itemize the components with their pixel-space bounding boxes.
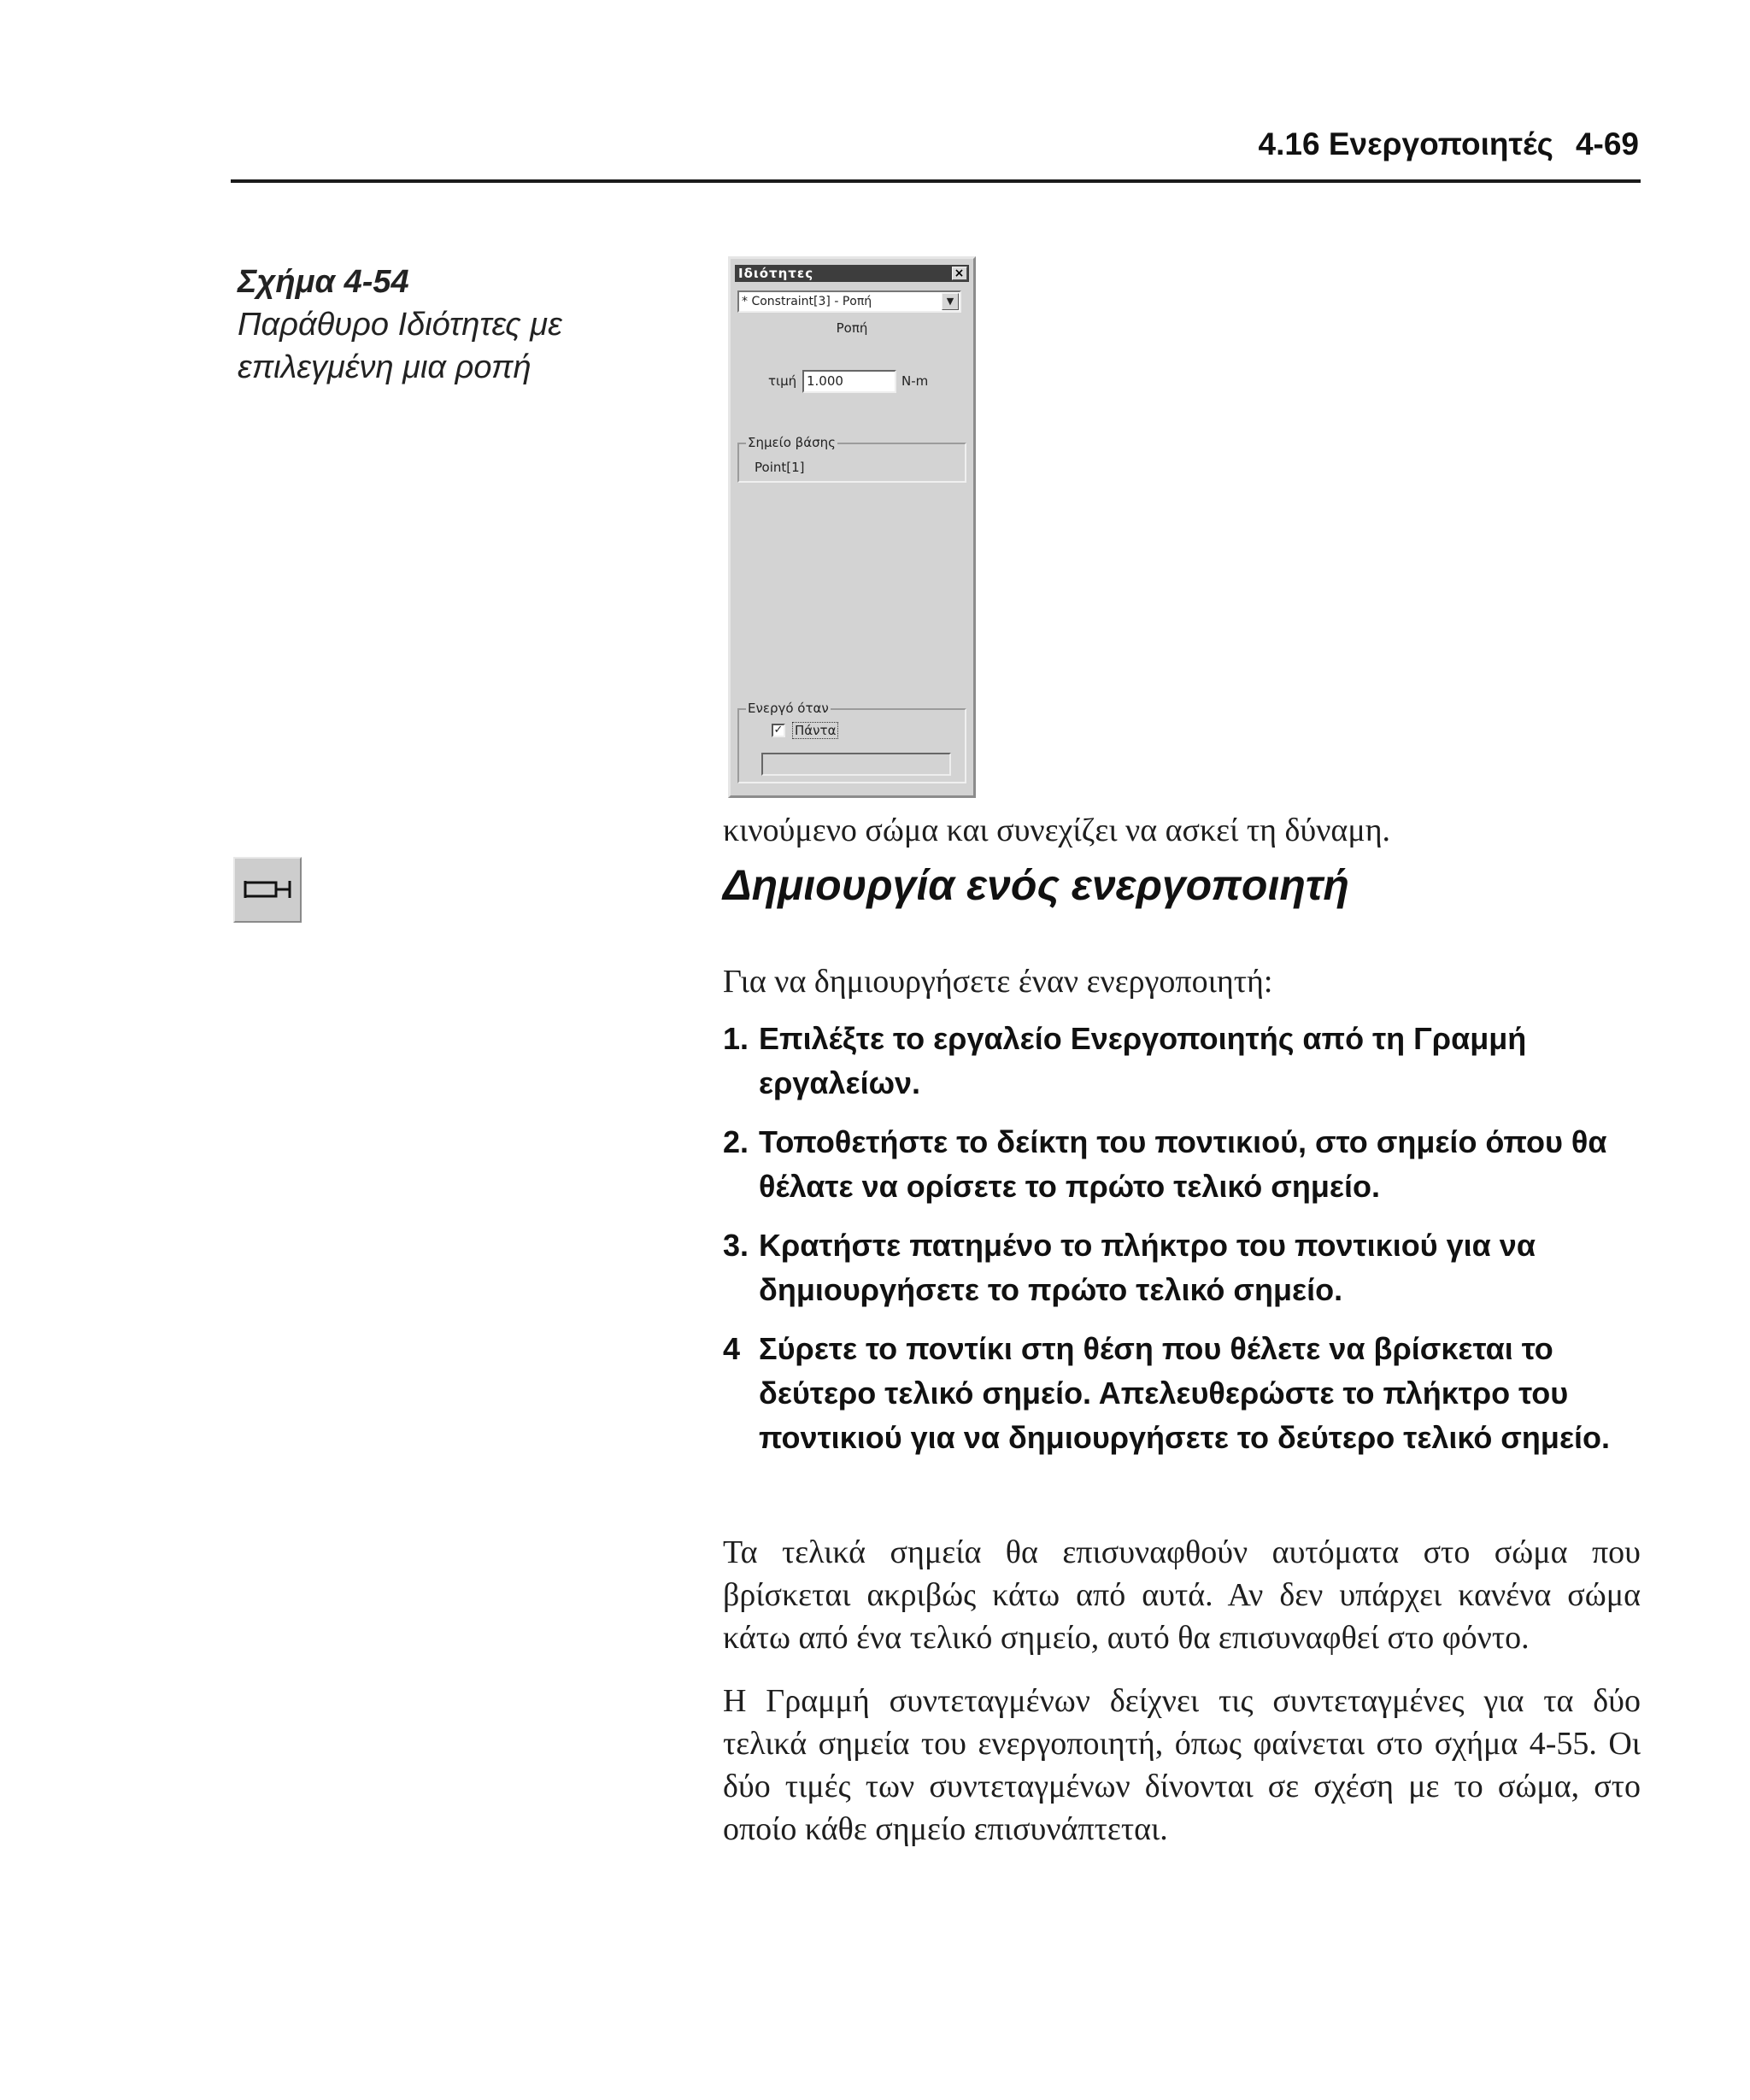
value-label: τιμή bbox=[768, 373, 797, 389]
always-checkbox[interactable] bbox=[772, 724, 785, 737]
step-number: 4 bbox=[723, 1331, 741, 1366]
base-point-legend: Σημείο βάσης bbox=[748, 435, 836, 450]
page-number: 4-69 bbox=[1575, 126, 1639, 161]
step-item bbox=[723, 1120, 1641, 1209]
base-point-value: Point[1] bbox=[755, 460, 805, 475]
checkmark-icon: ✓ bbox=[773, 724, 784, 736]
value-input[interactable]: 1.000 bbox=[802, 370, 896, 393]
step-item bbox=[723, 1017, 1641, 1106]
always-label[interactable]: Πάντα bbox=[792, 722, 838, 739]
step-text: Κρατήστε πατημένο το πλήκτρο του ποντικιού για να δημιουργήσετε το πρώτο τελικό σημείο. bbox=[759, 1228, 1536, 1307]
section-title: 4.16 Ενεργοποιητές bbox=[1258, 126, 1553, 161]
intro-text: Για να δημιουργήσετε έναν ενεργοποιητή: bbox=[723, 964, 1273, 1000]
step-number: 3. bbox=[723, 1228, 749, 1263]
object-select[interactable] bbox=[737, 290, 961, 313]
active-when-legend: Ενεργό όταν bbox=[748, 701, 829, 716]
unit-label: N-m bbox=[901, 373, 929, 389]
step-text: Επιλέξτε το εργαλείο Ενεργοποιητής από τη Γραμμή εργαλείων. bbox=[759, 1021, 1527, 1100]
condition-field[interactable] bbox=[761, 753, 951, 776]
actuator-glyph bbox=[235, 859, 300, 921]
body-paragraph-1: Τα τελικά σημεία θα επισυναφθούν αυτόματα στο σώμα που βρίσκεται ακριβώς κάτω από αυτά. Αν δεν υπάρχει κανένα σώμα κάτω από ένα τελικό σημείο, αυτό θα επισυναφθεί στο φόντο. bbox=[723, 1534, 1641, 1656]
step-text: Σύρετε το ποντίκι στη θέση που θέλετε να βρίσκεται το δεύτερο τελικό σημείο. Απελευθερώστε το πλήκτρο του ποντικιού για να δημιουργήσετε το δεύτερο τελικό σημείο. bbox=[759, 1331, 1611, 1455]
figure-caption bbox=[238, 261, 631, 389]
figure-caption-text: Παράθυρο Ιδιότητες με επιλεγμένη μια ροπή bbox=[238, 307, 562, 385]
running-header bbox=[1259, 126, 1639, 162]
step-item bbox=[723, 1223, 1641, 1312]
window-title: Ιδιότητες bbox=[738, 266, 814, 281]
continuation-text: κινούμενο σώμα και συνεχίζει να ασκεί τη δύναμη. bbox=[723, 812, 1391, 848]
step-item bbox=[723, 1327, 1641, 1460]
step-text: Τοποθετήστε το δείκτη του ποντικιού, στο σημείο όπου θα θέλατε να ορίσετε το πρώτο τελικό σημείο. bbox=[759, 1124, 1607, 1204]
steps-list bbox=[723, 1017, 1641, 1475]
window-titlebar bbox=[735, 265, 969, 282]
chevron-down-icon[interactable]: ▼ bbox=[942, 293, 959, 310]
close-icon: × bbox=[954, 267, 966, 280]
step-number: 1. bbox=[723, 1021, 749, 1056]
section-heading: Δημιουργία ενός ενεργοποιητή bbox=[723, 861, 1349, 909]
actuator-tool-icon[interactable] bbox=[233, 857, 302, 923]
properties-window bbox=[728, 256, 976, 798]
figure-number: Σχήμα 4-54 bbox=[238, 264, 409, 300]
header-rule bbox=[231, 179, 1641, 183]
body-paragraph-2: Η Γραμμή συντεταγμένων δείχνει τις συντεταγμένες για τα δύο τελικά σημεία του ενεργοποιητή, όπως φαίνεται στο σχήμα 4-55. Οι δύο τιμές των συντεταγμένων δίνονται σε σχέση με το σώμα, στο οποίο κάθε σημείο επισυνάπτεται. bbox=[723, 1683, 1641, 1847]
base-point-group bbox=[737, 435, 966, 483]
selected-object-value: * Constraint[3] - Ροπή bbox=[742, 295, 872, 308]
active-when-group bbox=[737, 701, 966, 783]
step-number: 2. bbox=[723, 1124, 749, 1159]
close-button[interactable] bbox=[952, 267, 967, 280]
object-type-label: Ροπή bbox=[836, 320, 868, 336]
